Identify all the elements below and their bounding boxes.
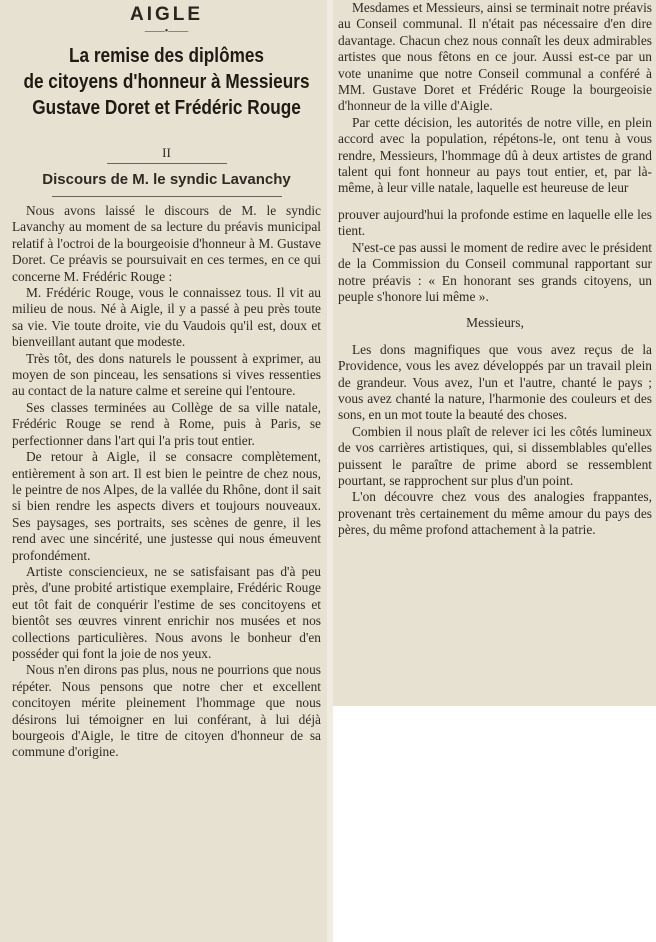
ornament-divider: ——•—— xyxy=(144,26,189,37)
divider-rule xyxy=(52,196,282,197)
paragraph: Artiste consciencieux, ne se satisfaisant pas d'à peu près, d'une probité artistique exemplaire, Frédéric Rouge eut tôt fait de conquérir l'estime de ses concitoyens et bientôt ses œuvres vinrent enrichir nos musées et nos collections particulières. Nous avons le bonheur d'en posséder qui font la joie de nos yeux. xyxy=(12,563,321,661)
place-heading: AIGLE xyxy=(129,4,204,25)
paragraph: M. Frédéric Rouge, vous le connaissez tous. Il vit au milieu de nous. Né à Aigle, il y a passé à peu près toute sa vie. Vie toute droite, vie du Vaudois qu'il est, doux et bienveillant autant que modeste. xyxy=(12,285,321,350)
right-column xyxy=(333,0,656,706)
salutation: Messieurs, xyxy=(466,315,524,331)
paragraph: Nous avons laissé le discours de M. le syndic Lavanchy au moment de sa lecture du préavis municipal relatif à l'octroi de la bourgeoisie d'honneur à M. Gustave Doret. Ce préavis se poursuivait en ces termes, en ce qui concerne M. Frédéric Rouge : xyxy=(12,203,321,284)
left-column xyxy=(0,0,327,942)
paragraph: Combien il nous plaît de relever ici les côtés lumineux de vos carrières artistiques, qui, si dissemblables qu'elles puissent le paraître de prime abord se ressemblent pourtant, se rapprochent sur plus d'un point. xyxy=(338,423,652,488)
headline-line: Gustave Doret et Frédéric Rouge xyxy=(32,97,301,119)
paragraph: Par cette décision, les autorités de notre ville, en plein accord avec la population, répétons-le, ont tenu à vous rendre, Messieurs, l'hommage dû à deux artistes de grand talent qui font honneur au pays tout entier, et, par là-même, à leur ville natale, laquelle est heureuse de leur xyxy=(338,114,652,196)
speech-subheading: Discours de M. le syndic Lavanchy xyxy=(42,171,291,188)
paragraph: L'on découvre chez vous des analogies frappantes, provenant très certainement du même amour du pays des pères, du même profond attachement à la patrie. xyxy=(338,489,652,538)
paragraph: Très tôt, des dons naturels le poussent à exprimer, au moyen de son pinceau, les sensations si vives ressenties au contact de la nature calme et sereine qui l'entoure. xyxy=(12,350,321,399)
headline-line: La remise des diplômes xyxy=(68,45,265,67)
paragraph: Ses classes terminées au Collège de sa ville natale, Frédéric Rouge se rend à Rome, puis à Paris, se perfectionner dans l'art qui l'a pris tout entier. xyxy=(12,399,321,448)
paragraph: Les dons magnifiques que vous avez reçus de la Providence, vous les avez développés par un travail plein de grandeur. Vous avez, l'un et l'autre, chanté le pays ; vous avez chanté la nature, l'harmonie des couleurs et des sons, en un mot toute la beauté des choses. xyxy=(338,341,652,423)
paragraph: Nous n'en dirons pas plus, nous ne pourrions que nous répéter. Nous pensons que notre cher et excellent concitoyen mérite pleinement l'hommage que nous désirons lui témoigner en lui conférant, à lui déjà bourgeois d'Aigle, le titre de citoyen d'honneur de sa commune d'origine. xyxy=(12,662,321,760)
right-body xyxy=(338,0,652,305)
paragraph: Mesdames et Messieurs, ainsi se terminait notre préavis au Conseil communal. Il n'était pas nécessaire d'en dire davantage. Chacun chez nous connaît les deux admirables artistes que nous fêtons en ce jour. Aussi est-ce par un vote unanime que notre Conseil communal a conféré à MM. Gustave Doret et Frédéric Rouge la bourgeoisie d'honneur de la ville d'Aigle. xyxy=(338,0,652,114)
left-body xyxy=(12,203,321,761)
paragraph-continued: prouver aujourd'hui la profonde estime en laquelle elle les tient. xyxy=(338,206,652,239)
paragraph: N'est-ce pas aussi le moment de redire avec le président de la Commission du Conseil communal rapportant sur notre préavis : « En honorant ses grands citoyens, un peuple s'honore lui même ». xyxy=(338,239,652,304)
paragraph: De retour à Aigle, il se consacre complètement, entièrement à son art. Il est bien le peintre de chez nous, le peintre de nos Alpes, de la vallée du Rhône, dont il sait si bien rendre les aspects divers et toujours nouveaux. Ses paysages, ses portraits, ses scènes de genre, il les rend avec une sincérité, une justesse qui nous émeuvent profondément. xyxy=(12,449,321,563)
divider-rule xyxy=(107,163,227,164)
headline-line: de citoyens d'honneur à Messieurs xyxy=(23,71,310,93)
article-headline xyxy=(18,43,315,121)
part-number: II xyxy=(162,145,171,160)
right-body-continued xyxy=(338,342,652,539)
